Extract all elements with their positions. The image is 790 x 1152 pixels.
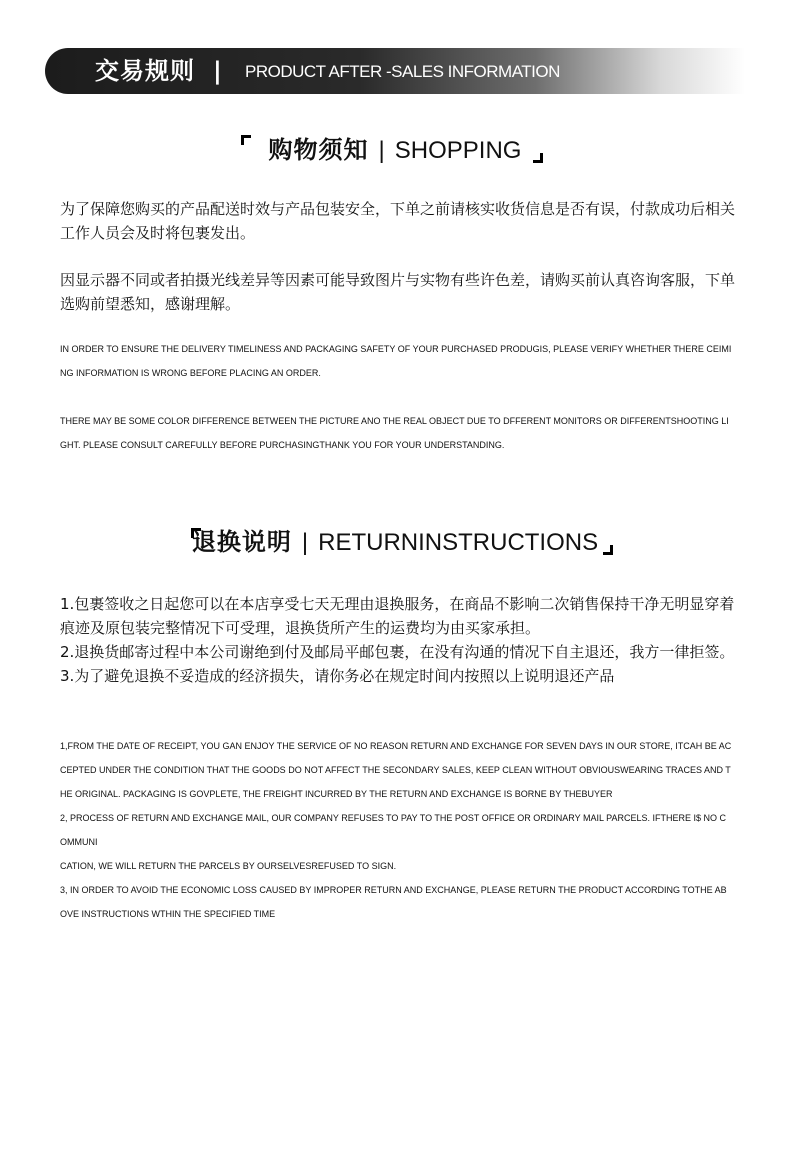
- returns-title-cn: 退换说明: [191, 528, 292, 556]
- returns-item-en: CATION, WE WILL RETURN THE PARCELS BY OURSELVESREFUSED TO SIGN.: [60, 861, 397, 871]
- banner-separator: |: [213, 57, 222, 85]
- corner-bracket-bottom-right: [603, 545, 613, 555]
- returns-item-en: 3, IN ORDER TO AVOID THE ECONOMIC LOSS CAUSED BY IMPROPER RETURN AND EXCHANGE, PLEASE RETURN THE PRODUCT ACCORDING TOTHE ABOVE INSTRUCTIONS WTHIN THE SPECIFIED TIME: [60, 885, 727, 919]
- returns-item-cn: 1.包裹签收之日起您可以在本店享受七天无理由退换服务，在商品不影响二次销售保持干净无明显穿着痕迹及原包装完整情况下可受理，退换货所产生的运费均为由买家承担。: [60, 595, 735, 637]
- shopping-title-en: SHOPPING: [394, 137, 522, 164]
- returns-title-en: RETURNINSTRUCTIONS: [318, 529, 599, 556]
- returns-section-title: [0, 525, 790, 560]
- returns-item-en: 1,FROM THE DATE OF RECEIPT, YOU GAN ENJOY THE SERVICE OF NO REASON RETURN AND EXCHANGE FOR SEVEN DAYS IN OUR STORE, ITCAH BE ACCEPTED UNDER THE CONDITION THAT THE GOODS DO NOT AFFECT THE SECONDARY SALES, KEEP CLEAN WITHOUT OBVIOUSWEARING TRACES AND THE ORIGINAL. PACKAGING IS GOVPLETE, THE FREIGHT INCURRED BY THE RETURN AND EXCHANGE IS BORNE BY THEBUYER: [60, 741, 732, 799]
- returns-item-cn: 3.为了避免退换不妥造成的经济损失，请你务必在规定时间内按照以上说明退还产品: [60, 667, 615, 685]
- returns-item-cn: 2.退换货邮寄过程中本公司谢绝到付及邮局平邮包裹，在没有沟通的情况下自主退还，我方一律拒签。: [60, 643, 735, 661]
- corner-bracket-bottom-right: [533, 153, 543, 163]
- returns-item-en: 2, PROCESS OF RETURN AND EXCHANGE MAIL, OUR COMPANY REFUSES TO PAY TO THE POST OFFICE OR ORDINARY MAIL PARCELS. IFTHERE I$ NO COMMUNI: [60, 813, 726, 847]
- shopping-title-separator: |: [378, 137, 385, 164]
- shopping-paragraph-2-cn: 因显示器不同或者拍摄光线差异等因素可能导致图片与实物有些许色差，请购买前认真咨询客服，下单选购前望悉知，感谢理解。: [60, 271, 736, 313]
- shopping-paragraph-1-cn: 为了保障您购买的产品配送时效与产品包装安全，下单之前请核实收货信息是否有误，付款成功后相关工作人员会及时将包裹发出。: [60, 200, 736, 242]
- shopping-paragraph-1-en: IN ORDER TO ENSURE THE DELIVERY TIMELINESS AND PACKAGING SAFETY OF YOUR PURCHASED PRODUGIS, PLEASE VERIFY WHETHER THERE CEIMING INFORMATION IS WRONG BEFORE PLACING AN ORDER.: [60, 344, 732, 378]
- returns-title-separator: |: [301, 529, 309, 556]
- shopping-title-cn: 购物须知: [268, 136, 369, 164]
- returns-list-cn: [60, 592, 740, 688]
- header-banner: [45, 48, 745, 94]
- banner-title-en: PRODUCT AFTER -SALES INFORMATION: [245, 62, 560, 81]
- shopping-section-title: [0, 133, 790, 168]
- banner-title-cn: 交易规则: [95, 57, 195, 85]
- returns-list-en: [60, 734, 732, 926]
- shopping-paragraph-2-en: THERE MAY BE SOME COLOR DIFFERENCE BETWEEN THE PICTURE ANO THE REAL OBJECT DUE TO DFFERENT MONITORS OR DIFFERENTSHOOTING LIGHT. PLEASE CONSULT CAREFULLY BEFORE PURCHASINGTHANK YOU FOR YOUR UNDERSTANDING.: [60, 416, 729, 450]
